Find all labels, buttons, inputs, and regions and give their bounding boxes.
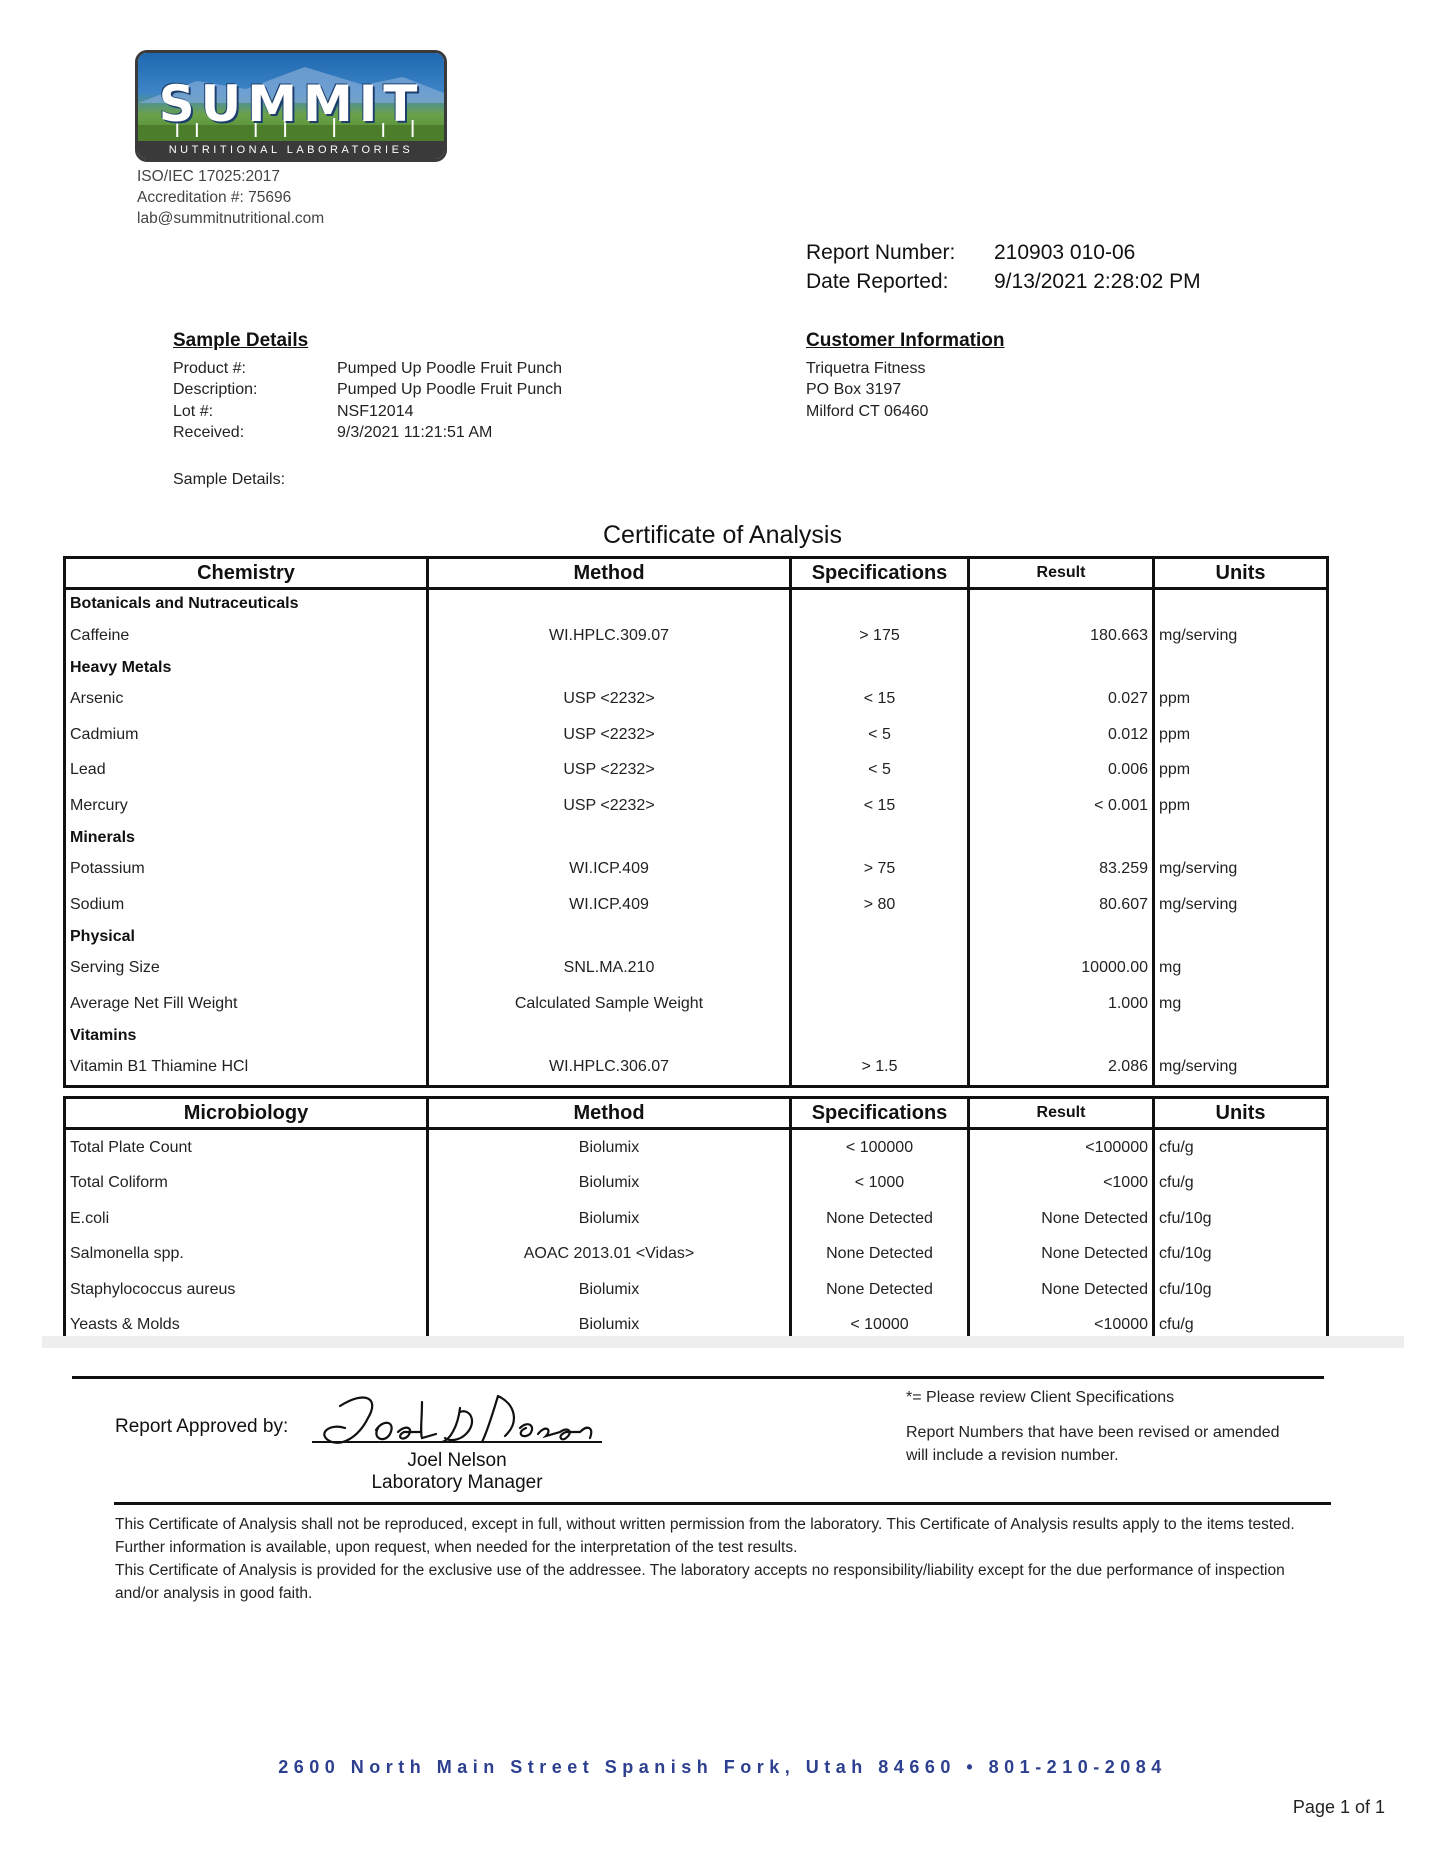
revision-note: Report Numbers that have been revised or amended will include a revision number. — [906, 1424, 1280, 1464]
accreditation-number: Accreditation #: 75696 — [137, 189, 292, 206]
result: <100000 — [969, 1129, 1154, 1166]
certificate-title: Certificate of Analysis — [603, 521, 842, 549]
result: None Detected — [969, 1201, 1154, 1237]
col-units: Units — [1154, 558, 1328, 589]
table-row — [65, 1129, 1328, 1166]
summit-logo — [135, 50, 447, 162]
signer-block — [312, 1450, 602, 1494]
specification: None Detected — [791, 1237, 969, 1273]
units: mg — [1154, 951, 1328, 987]
chemistry-table — [63, 556, 1329, 1088]
table-row — [65, 951, 1328, 987]
category-label: Physical — [65, 923, 428, 951]
units: ppm — [1154, 717, 1328, 753]
result: None Detected — [969, 1272, 1154, 1308]
analyte: E.coli — [65, 1201, 428, 1237]
units: cfu/g — [1154, 1308, 1328, 1345]
category-row — [65, 1022, 1328, 1050]
table-row — [65, 753, 1328, 789]
method: WI.ICP.409 — [428, 887, 791, 923]
method: USP <2232> — [428, 682, 791, 718]
method: Biolumix — [428, 1166, 791, 1202]
signer-name: Joel Nelson — [407, 1450, 507, 1471]
signature-line — [312, 1441, 602, 1443]
product-value: Pumped Up Poodle Fruit Punch — [337, 359, 563, 377]
method: Calculated Sample Weight — [428, 986, 791, 1022]
analyte: Vitamin B1 Thiamine HCl — [65, 1050, 428, 1087]
logo-background — [138, 53, 444, 141]
analyte: Average Net Fill Weight — [65, 986, 428, 1022]
units: mg/serving — [1154, 852, 1328, 888]
result: None Detected — [969, 1237, 1154, 1273]
product-label: Product #: — [173, 359, 246, 377]
report-meta — [806, 238, 1201, 296]
customer-information — [806, 330, 1004, 422]
result: 2.086 — [969, 1050, 1154, 1087]
analyte: Potassium — [65, 852, 428, 888]
report-number: 210903 010-06 — [994, 241, 1136, 264]
chemistry-header-row — [65, 558, 1328, 589]
lab-email: lab@summitnutritional.com — [137, 210, 325, 227]
sample-details — [173, 330, 562, 444]
date-reported-label: Date Reported: — [806, 270, 949, 293]
col-specifications: Specifications — [791, 558, 969, 589]
microbiology-table — [63, 1096, 1329, 1346]
result: 0.006 — [969, 753, 1154, 789]
specification: < 15 — [791, 788, 969, 824]
units: ppm — [1154, 788, 1328, 824]
lot-label: Lot #: — [173, 402, 214, 420]
disclaimer — [115, 1513, 1305, 1605]
result: 83.259 — [969, 852, 1154, 888]
col-chemistry: Chemistry — [65, 558, 428, 589]
method: Biolumix — [428, 1308, 791, 1345]
category-row — [65, 923, 1328, 951]
divider-strip — [42, 1336, 1404, 1348]
analyte: Yeasts & Molds — [65, 1308, 428, 1345]
col-result: Result — [969, 558, 1154, 589]
specification: < 5 — [791, 717, 969, 753]
result: 0.012 — [969, 717, 1154, 753]
divider — [114, 1502, 1331, 1505]
units: mg — [1154, 986, 1328, 1022]
col-microbiology: Microbiology — [65, 1098, 428, 1129]
method: Biolumix — [428, 1129, 791, 1166]
analyte: Mercury — [65, 788, 428, 824]
customer-address-1: PO Box 3197 — [806, 381, 902, 398]
description-value: Pumped Up Poodle Fruit Punch — [337, 381, 563, 398]
method: USP <2232> — [428, 753, 791, 789]
analyte: Sodium — [65, 887, 428, 923]
method: WI.HPLC.306.07 — [428, 1050, 791, 1087]
result: < 0.001 — [969, 788, 1154, 824]
logo-tagline: NUTRITIONAL LABORATORIES — [138, 141, 444, 159]
table-row — [65, 1201, 1328, 1237]
specification: None Detected — [791, 1272, 969, 1308]
col-specifications: Specifications — [791, 1098, 969, 1129]
lot-value: NSF12014 — [337, 402, 414, 420]
report-notes — [906, 1386, 1286, 1479]
result: <1000 — [969, 1166, 1154, 1202]
category-label: Vitamins — [65, 1022, 428, 1050]
result: 80.607 — [969, 887, 1154, 923]
analyte: Serving Size — [65, 951, 428, 987]
disclaimer-paragraph: This Certificate of Analysis shall not be reproduced, except in full, without written permission from the laboratory. This Certificate of Analysis results apply to the items tested. Further information is available, upon request, when needed for the interpretation of the test results. — [115, 1516, 1295, 1556]
result: 1.000 — [969, 986, 1154, 1022]
lab-info — [137, 166, 324, 229]
specification: > 80 — [791, 887, 969, 923]
specification: < 100000 — [791, 1129, 969, 1166]
analyte: Staphylococcus aureus — [65, 1272, 428, 1308]
units: ppm — [1154, 753, 1328, 789]
category-label: Heavy Metals — [65, 654, 428, 682]
specification: > 1.5 — [791, 1050, 969, 1087]
analyte: Cadmium — [65, 717, 428, 753]
analyte: Lead — [65, 753, 428, 789]
units: mg/serving — [1154, 887, 1328, 923]
client-spec-note: *= Please review Client Specifications — [906, 1389, 1175, 1406]
method: AOAC 2013.01 <Vidas> — [428, 1237, 791, 1273]
units: cfu/10g — [1154, 1237, 1328, 1273]
units: ppm — [1154, 682, 1328, 718]
sample-details-heading: Sample Details — [173, 330, 309, 351]
col-method: Method — [428, 1098, 791, 1129]
col-result: Result — [969, 1098, 1154, 1129]
category-label: Minerals — [65, 824, 428, 852]
units: cfu/g — [1154, 1129, 1328, 1166]
col-units: Units — [1154, 1098, 1328, 1129]
specification: None Detected — [791, 1201, 969, 1237]
signer-title: Laboratory Manager — [371, 1472, 543, 1493]
units: cfu/10g — [1154, 1201, 1328, 1237]
table-row — [65, 852, 1328, 888]
units: cfu/10g — [1154, 1272, 1328, 1308]
table-row — [65, 1237, 1328, 1273]
date-reported: 9/13/2021 2:28:02 PM — [994, 270, 1201, 293]
specification — [791, 951, 969, 987]
units: cfu/g — [1154, 1166, 1328, 1202]
category-row — [65, 654, 1328, 682]
result: <10000 — [969, 1308, 1154, 1345]
units: mg/serving — [1154, 1050, 1328, 1087]
divider — [72, 1376, 1324, 1379]
method: USP <2232> — [428, 717, 791, 753]
logo-wordmark: SUMMIT — [158, 75, 424, 133]
specification: < 15 — [791, 682, 969, 718]
analyte: Total Coliform — [65, 1166, 428, 1202]
iso-standard: ISO/IEC 17025:2017 — [137, 168, 281, 185]
specification: < 5 — [791, 753, 969, 789]
category-row — [65, 589, 1328, 619]
specification: < 10000 — [791, 1308, 969, 1345]
table-row — [65, 1166, 1328, 1202]
method: USP <2232> — [428, 788, 791, 824]
approved-by-label: Report Approved by: — [115, 1416, 289, 1437]
result: 10000.00 — [969, 951, 1154, 987]
col-method: Method — [428, 558, 791, 589]
specification: > 75 — [791, 852, 969, 888]
table-row — [65, 618, 1328, 654]
microbiology-header-row — [65, 1098, 1328, 1129]
report-number-label: Report Number: — [806, 241, 956, 264]
table-row — [65, 717, 1328, 753]
method: SNL.MA.210 — [428, 951, 791, 987]
page-number: Page 1 of 1 — [1292, 1797, 1385, 1817]
description-label: Description: — [173, 381, 258, 398]
method: Biolumix — [428, 1201, 791, 1237]
table-row — [65, 1050, 1328, 1087]
result: 0.027 — [969, 682, 1154, 718]
footer-address: 2600 North Main Street Spanish Fork, Utah 84660 • 801-210-2084 — [278, 1757, 1167, 1777]
specification — [791, 986, 969, 1022]
table-row — [65, 986, 1328, 1022]
received-value: 9/3/2021 11:21:51 AM — [337, 424, 493, 441]
category-label: Botanicals and Nutraceuticals — [65, 589, 428, 619]
customer-address-2: Milford CT 06460 — [806, 402, 929, 420]
disclaimer-paragraph: This Certificate of Analysis is provided for the exclusive use of the addressee. The laboratory accepts no responsibility/liability except for the due performance of inspection and/or analysis in good faith. — [115, 1562, 1285, 1602]
sample-details-note: Sample Details: — [173, 471, 286, 488]
analyte: Salmonella spp. — [65, 1237, 428, 1273]
method: WI.HPLC.309.07 — [428, 618, 791, 654]
received-label: Received: — [173, 424, 245, 441]
category-row — [65, 824, 1328, 852]
specification: < 1000 — [791, 1166, 969, 1202]
table-row — [65, 887, 1328, 923]
analyte: Total Plate Count — [65, 1129, 428, 1166]
table-row — [65, 1272, 1328, 1308]
method: Biolumix — [428, 1272, 791, 1308]
analyte: Arsenic — [65, 682, 428, 718]
method: WI.ICP.409 — [428, 852, 791, 888]
specification: > 175 — [791, 618, 969, 654]
table-row — [65, 788, 1328, 824]
result: 180.663 — [969, 618, 1154, 654]
customer-heading: Customer Information — [806, 330, 1005, 351]
customer-name: Triquetra Fitness — [806, 359, 926, 377]
table-row — [65, 682, 1328, 718]
units: mg/serving — [1154, 618, 1328, 654]
analyte: Caffeine — [65, 618, 428, 654]
